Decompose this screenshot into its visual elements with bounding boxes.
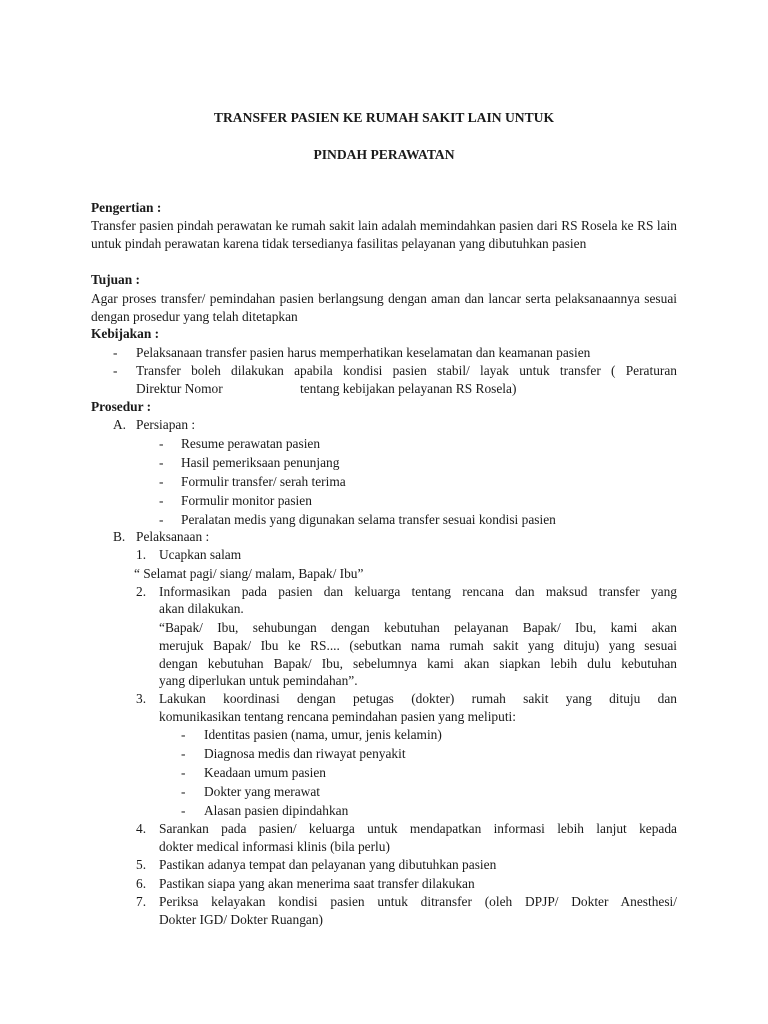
kebijakan-heading: Kebijakan : — [91, 326, 160, 341]
step-5-number: 5. — [136, 857, 147, 872]
step-3-line-1: Lakukan koordinasi dengan petugas (dokter) rumah sakit yang dituju dan — [159, 691, 677, 706]
bullet-dash: - — [181, 727, 186, 742]
document-title-line1: TRANSFER PASIEN KE RUMAH SAKIT LAIN UNTUK — [213, 110, 555, 125]
step-4-line-2: dokter medical informasi klinis (bila perlu) — [159, 839, 390, 854]
step-2-quote-3: dengan kebutuhan Bapak/ Ibu, sebelumnya kami akan siapkan lebih dulu kebutuhan — [159, 656, 677, 671]
bullet-dash: - — [181, 765, 186, 780]
bullet-dash: - — [113, 345, 118, 360]
bullet-dash: - — [159, 436, 164, 451]
step-3-item-5: Alasan pasien dipindahkan — [204, 803, 349, 818]
kebijakan-item-2-cont-b: tentang kebijakan pelayanan RS Rosela) — [300, 381, 517, 396]
step-2-quote-1: “Bapak/ Ibu, sehubungan dengan kebutuhan pelayanan Bapak/ Ibu, kami akan — [159, 620, 677, 635]
persiapan-item-3: Formulir transfer/ serah terima — [181, 474, 346, 489]
step-3-number: 3. — [136, 691, 147, 706]
persiapan-item-2: Hasil pemeriksaan penunjang — [181, 455, 340, 470]
kebijakan-item-1: Pelaksanaan transfer pasien harus memperhatikan keselamatan dan keamanan pasien — [136, 345, 591, 360]
step-4-number: 4. — [136, 821, 147, 836]
step-4-line-1: Sarankan pada pasien/ keluarga untuk mendapatkan informasi lebih lanjut kepada — [159, 821, 677, 836]
step-7-line-1: Periksa kelayakan kondisi pasien untuk ditransfer (oleh DPJP/ Dokter Anesthesi/ — [159, 894, 677, 909]
document-title-line2: PINDAH PERAWATAN — [313, 147, 455, 162]
bullet-dash: - — [159, 474, 164, 489]
persiapan-item-5: Peralatan medis yang digunakan selama transfer sesuai kondisi pasien — [181, 512, 556, 527]
step-3-line-2: komunikasikan tentang rencana pemindahan pasien yang meliputi: — [159, 709, 516, 724]
pengertian-text: Transfer pasien pindah perawatan ke rumah sakit lain adalah memindahkan pasien dari RS Rosela ke RS lain untuk pindah perawatan karena tidak tersedianya fasilitas pelayanan yang dibutuhkan pasien — [91, 218, 677, 252]
bullet-dash: - — [159, 455, 164, 470]
kebijakan-item-2-cont: Direktur Nomor — [136, 381, 223, 396]
bullet-dash: - — [159, 493, 164, 508]
step-6-number: 6. — [136, 876, 147, 891]
step-2-line-2: akan dilakukan. — [159, 601, 244, 616]
bullet-dash: - — [181, 803, 186, 818]
step-2-quote-2: merujuk Bapak/ Ibu ke RS.... (sebutkan nama rumah sakit yang dituju) yang sesuai — [159, 638, 677, 653]
step-3-item-3: Keadaan umum pasien — [204, 765, 326, 780]
section-a-title: Persiapan : — [136, 417, 196, 432]
pengertian-heading: Pengertian : — [91, 200, 162, 215]
tujuan-heading: Tujuan : — [91, 272, 141, 287]
step-7-line-2: Dokter IGD/ Dokter Ruangan) — [159, 912, 323, 927]
step-3-item-4: Dokter yang merawat — [204, 784, 321, 799]
step-5-text: Pastikan adanya tempat dan pelayanan yang dibutuhkan pasien — [159, 857, 497, 872]
step-6-text: Pastikan siapa yang akan menerima saat transfer dilakukan — [159, 876, 475, 891]
prosedur-heading: Prosedur : — [91, 399, 152, 414]
step-2-line-1: Informasikan pada pasien dan keluarga tentang rencana dan maksud transfer yang — [159, 584, 677, 599]
step-1-number: 1. — [136, 547, 147, 562]
persiapan-item-4: Formulir monitor pasien — [181, 493, 312, 508]
persiapan-item-1: Resume perawatan pasien — [181, 436, 321, 451]
step-2-quote-4: yang diperlukan untuk pemindahan”. — [159, 673, 358, 688]
section-a-label: A. — [113, 417, 127, 432]
step-2-number: 2. — [136, 584, 147, 599]
step-3-item-1: Identitas pasien (nama, umur, jenis kelamin) — [204, 727, 442, 742]
kebijakan-item-2: Transfer boleh dilakukan apabila kondisi pasien stabil/ layak untuk transfer ( Peraturan — [136, 363, 677, 378]
step-1-quote: “ Selamat pagi/ siang/ malam, Bapak/ Ibu” — [134, 566, 364, 581]
step-7-number: 7. — [136, 894, 147, 909]
bullet-dash: - — [181, 784, 186, 799]
section-b-label: B. — [113, 529, 126, 544]
step-3-item-2: Diagnosa medis dan riwayat penyakit — [204, 746, 406, 761]
step-1-text: Ucapkan salam — [159, 547, 242, 562]
bullet-dash: - — [159, 512, 164, 527]
section-b-title: Pelaksanaan : — [136, 529, 210, 544]
tujuan-text: Agar proses transfer/ pemindahan pasien berlangsung dengan aman dan lancar serta pelaksanaannya sesuai dengan prosedur yang telah ditetapkan — [91, 291, 677, 325]
bullet-dash: - — [113, 363, 118, 378]
bullet-dash: - — [181, 746, 186, 761]
